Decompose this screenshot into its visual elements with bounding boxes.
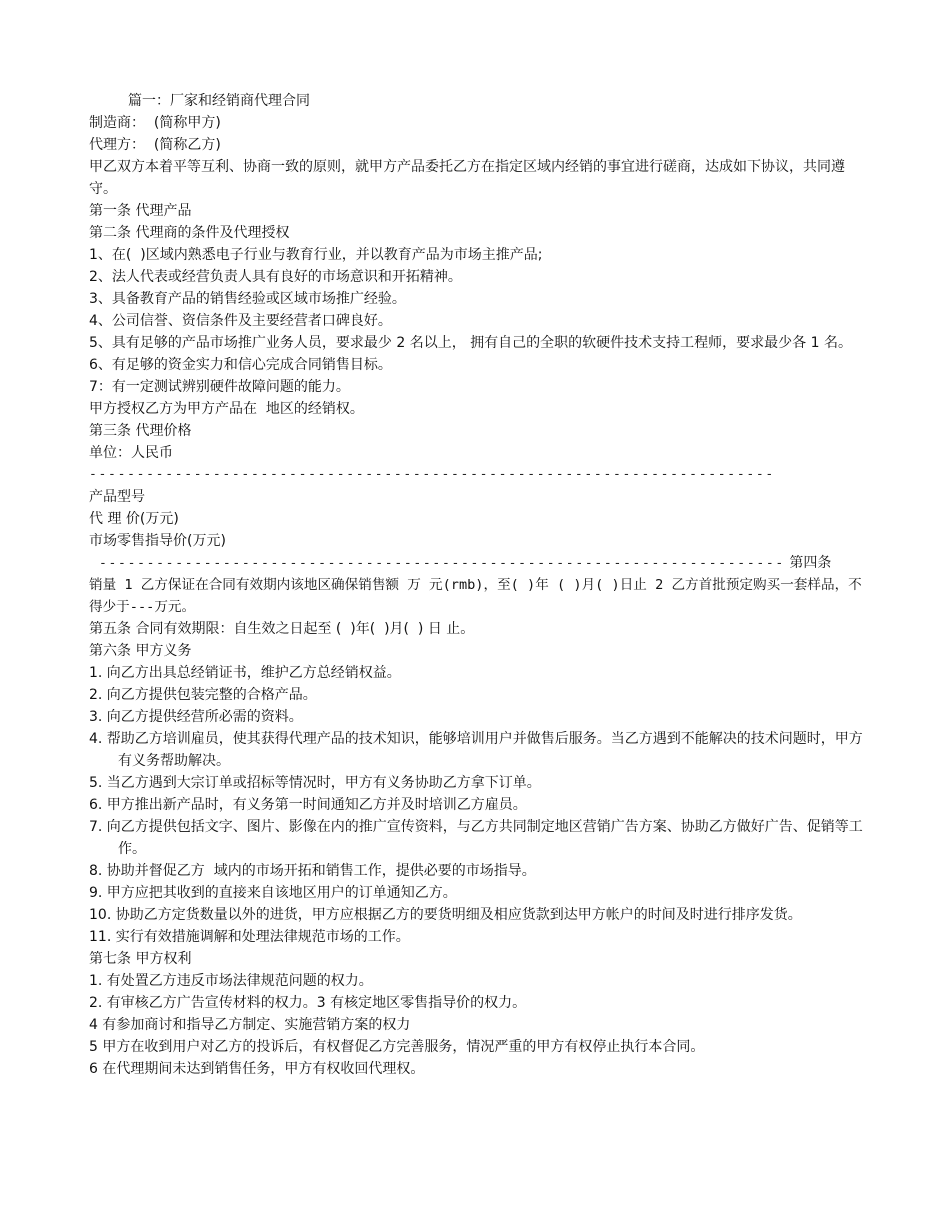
article-6-item: 11. 实行有效措施调解和处理法律规范市场的工作。 <box>89 929 410 945</box>
article-3-heading: 第三条 代理价格 <box>89 423 192 439</box>
article-7-heading: 第七条 甲方权利 <box>89 951 192 967</box>
dashed-divider: ------------------------------------------------------------------------ <box>99 556 785 571</box>
article-2-item: 6、有足够的资金实力和信心完成合同销售目标。 <box>89 357 392 373</box>
article-7-item: 5 甲方在收到用户对乙方的投诉后，有权督促乙方完善服务，情况严重的甲方有权停止执行本合同。 <box>89 1039 705 1055</box>
article-7-item: 6 在代理期间未达到销售任务，甲方有权收回代理权。 <box>89 1061 425 1077</box>
article-2-heading: 第二条 代理商的条件及代理授权 <box>89 225 290 241</box>
dashed-divider: ------------------------------------------------------------------------ <box>89 467 775 482</box>
article-7-item: 1. 有处置乙方违反市场法律规范问题的权力。 <box>89 973 373 989</box>
article-6-item: 2. 向乙方提供包装完整的合格产品。 <box>89 687 317 703</box>
article-7-item: 2. 有审核乙方广告宣传材料的权力。3 有核定地区零售指导价的权力。 <box>89 995 527 1011</box>
article-2-item: 7：有一定测试辨别硬件故障问题的能力。 <box>89 379 350 395</box>
article-1-heading: 第一条 代理产品 <box>89 203 192 219</box>
article-2-item: 4、公司信誉、资信条件及主要经营者口碑良好。 <box>89 313 392 329</box>
dashed-divider-row <box>89 552 864 574</box>
agent-line: 代理方： (简称乙方) <box>89 137 221 153</box>
article-4-heading: 第四条 <box>784 555 832 571</box>
article-2-item: 3、具备教育产品的销售经验或区域市场推广经验。 <box>89 291 406 307</box>
price-column-product-model: 产品型号 <box>89 489 145 505</box>
document-title: 篇一：厂家和经销商代理合同 <box>128 93 310 109</box>
article-6-item: 4. 帮助乙方培训雇员，使其获得代理产品的技术知识，能够培训用户并做售后服务。当乙方遇到不能解决的技术问题时，甲方有义务帮助解决。 <box>89 731 863 769</box>
price-column-retail-price: 市场零售指导价(万元) <box>89 533 226 549</box>
article-6-item: 10. 协助乙方定货数量以外的进货，甲方应根据乙方的要货明细及相应货款到达甲方帐户的时间及时进行排序发货。 <box>89 907 802 923</box>
article-4-text: 销量 1 乙方保证在合同有效期内该地区确保销售额 万 元(rmb)，至( )年 ( )月( )日止 2 乙方首批预定购买一套样品，不得少于---万元。 <box>89 577 862 615</box>
intro-paragraph: 甲乙双方本着平等互利、协商一致的原则，就甲方产品委托乙方在指定区域内经销的事宜进行磋商，达成如下协议，共同遵守。 <box>89 159 845 197</box>
price-column-agent-price: 代 理 价(万元) <box>89 511 179 527</box>
article-6-item: 7. 向乙方提供包括文字、图片、影像在内的推广宣传资料，与乙方共同制定地区营销广告方案、协助乙方做好广告、促销等工作。 <box>89 819 863 857</box>
unit-line: 单位：人民币 <box>89 445 173 461</box>
article-5-text: 第五条 合同有效期限：自生效之日起至 ( )年( )月( ) 日 止。 <box>89 621 475 637</box>
article-6-item: 1. 向乙方出具总经销证书，维护乙方总经销权益。 <box>89 665 401 681</box>
article-7-item: 4 有参加商讨和指导乙方制定、实施营销方案的权力 <box>89 1017 411 1033</box>
article-2-item: 5、具有足够的产品市场推广业务人员，要求最少 2 名以上， 拥有自己的全职的软硬件技术支持工程师，要求最少各 1 名。 <box>89 335 852 351</box>
article-6-item: 8. 协助并督促乙方 域内的市场开拓和销售工作，提供必要的市场指导。 <box>89 863 536 879</box>
article-6-item: 3. 向乙方提供经营所必需的资料。 <box>89 709 303 725</box>
manufacturer-line: 制造商： (简称甲方) <box>89 115 221 131</box>
article-2-item: 1、在( )区域内熟悉电子行业与教育行业，并以教育产品为市场主推产品; <box>89 247 543 263</box>
article-6-item: 5. 当乙方遇到大宗订单或招标等情况时，甲方有义务协助乙方拿下订单。 <box>89 775 541 791</box>
article-6-item: 9. 甲方应把其收到的直接来自该地区用户的订单通知乙方。 <box>89 885 457 901</box>
contract-document <box>89 90 864 1080</box>
article-6-heading: 第六条 甲方义务 <box>89 643 192 659</box>
article-2-item: 2、法人代表或经营负责人具有良好的市场意识和开拓精神。 <box>89 269 462 285</box>
authorization-line: 甲方授权乙方为甲方产品在 地区的经销权。 <box>89 401 364 417</box>
article-6-item: 6. 甲方推出新产品时，有义务第一时间通知乙方并及时培训乙方雇员。 <box>89 797 527 813</box>
